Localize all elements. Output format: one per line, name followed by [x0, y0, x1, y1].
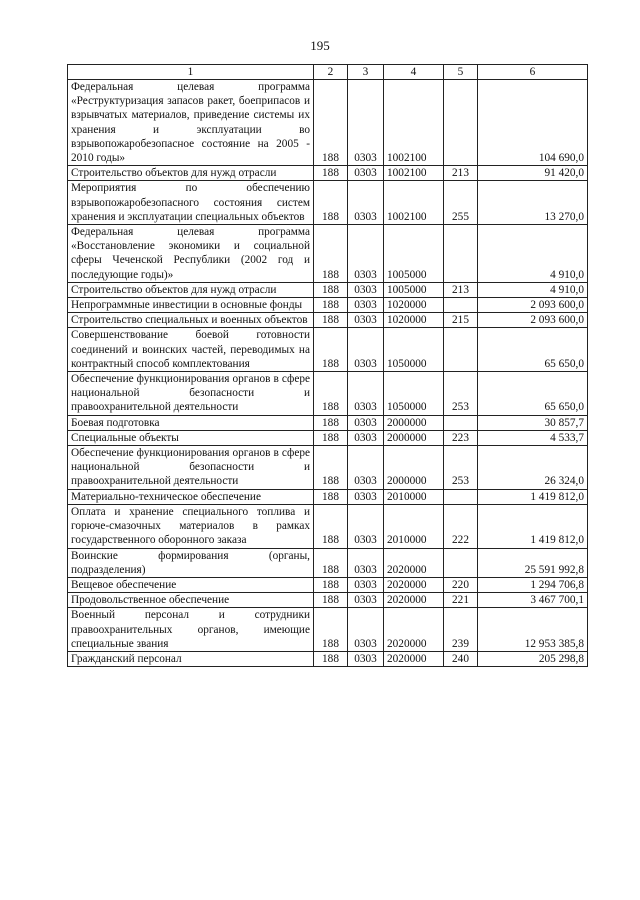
section-code-cell: 0303 [348, 548, 384, 577]
section-code-cell: 0303 [348, 608, 384, 652]
ministry-code-cell: 188 [314, 608, 348, 652]
target-article-cell: 1002100 [384, 181, 444, 225]
expense-type-cell: 220 [444, 577, 478, 592]
expense-type-cell [444, 548, 478, 577]
section-code-cell: 0303 [348, 577, 384, 592]
amount-cell: 65 650,0 [478, 328, 588, 372]
item-name-cell: Оплата и хранение специального топлива и горюче-смазочных материалов в рамках государственного оборонного заказа [68, 504, 314, 548]
item-name-cell: Строительство объектов для нужд отрасли [68, 282, 314, 297]
ministry-code-cell: 188 [314, 166, 348, 181]
ministry-code-cell: 188 [314, 372, 348, 416]
amount-cell: 65 650,0 [478, 372, 588, 416]
expense-type-cell [444, 225, 478, 283]
table-row [68, 181, 588, 225]
table-body [68, 80, 588, 667]
expense-type-cell: 215 [444, 313, 478, 328]
item-name-cell: Обеспечение функционирования органов в сфере национальной безопасности и правоохранительной деятельности [68, 446, 314, 490]
expense-type-cell: 239 [444, 608, 478, 652]
column-header-5: 5 [444, 65, 478, 80]
ministry-code-cell: 188 [314, 225, 348, 283]
section-code-cell: 0303 [348, 298, 384, 313]
target-article-cell: 1050000 [384, 328, 444, 372]
amount-cell: 12 953 385,8 [478, 608, 588, 652]
table-header-row [68, 65, 588, 80]
amount-cell: 91 420,0 [478, 166, 588, 181]
target-article-cell: 2020000 [384, 548, 444, 577]
item-name-cell: Продовольственное обеспечение [68, 593, 314, 608]
table-row [68, 430, 588, 445]
item-name-cell: Военный персонал и сотрудники правоохранительных органов, имеющие специальные звания [68, 608, 314, 652]
ministry-code-cell: 188 [314, 504, 348, 548]
target-article-cell: 2020000 [384, 593, 444, 608]
item-name-cell: Строительство специальных и военных объектов [68, 313, 314, 328]
item-name-cell: Вещевое обеспечение [68, 577, 314, 592]
ministry-code-cell: 188 [314, 577, 348, 592]
table-row [68, 298, 588, 313]
expense-type-cell [444, 80, 478, 166]
table-row [68, 593, 588, 608]
amount-cell: 4 910,0 [478, 225, 588, 283]
item-name-cell: Совершенствование боевой готовности соединений и воинских частей, переводимых на контрактный способ комплектования [68, 328, 314, 372]
ministry-code-cell: 188 [314, 80, 348, 166]
ministry-code-cell: 188 [314, 328, 348, 372]
amount-cell: 1 294 706,8 [478, 577, 588, 592]
item-name-cell: Непрограммные инвестиции в основные фонды [68, 298, 314, 313]
item-name-cell: Гражданский персонал [68, 651, 314, 666]
table-row [68, 166, 588, 181]
expense-type-cell: 240 [444, 651, 478, 666]
section-code-cell: 0303 [348, 328, 384, 372]
expense-type-cell [444, 415, 478, 430]
amount-cell: 4 533,7 [478, 430, 588, 445]
amount-cell: 104 690,0 [478, 80, 588, 166]
expense-type-cell: 221 [444, 593, 478, 608]
column-header-4: 4 [384, 65, 444, 80]
target-article-cell: 1002100 [384, 80, 444, 166]
amount-cell: 205 298,8 [478, 651, 588, 666]
section-code-cell: 0303 [348, 225, 384, 283]
item-name-cell: Федеральная целевая программа «Восстановление экономики и социальной сферы Чеченской Республики (2002 год и последующие годы)» [68, 225, 314, 283]
target-article-cell: 2020000 [384, 651, 444, 666]
ministry-code-cell: 188 [314, 298, 348, 313]
amount-cell: 30 857,7 [478, 415, 588, 430]
section-code-cell: 0303 [348, 651, 384, 666]
ministry-code-cell: 188 [314, 489, 348, 504]
table-row [68, 548, 588, 577]
section-code-cell: 0303 [348, 372, 384, 416]
section-code-cell: 0303 [348, 313, 384, 328]
target-article-cell: 2000000 [384, 446, 444, 490]
amount-cell: 26 324,0 [478, 446, 588, 490]
section-code-cell: 0303 [348, 504, 384, 548]
item-name-cell: Боевая подготовка [68, 415, 314, 430]
column-header-2: 2 [314, 65, 348, 80]
item-name-cell: Материально-техническое обеспечение [68, 489, 314, 504]
ministry-code-cell: 188 [314, 446, 348, 490]
ministry-code-cell: 188 [314, 651, 348, 666]
column-header-6: 6 [478, 65, 588, 80]
amount-cell: 13 270,0 [478, 181, 588, 225]
section-code-cell: 0303 [348, 166, 384, 181]
table-row [68, 489, 588, 504]
table-row [68, 80, 588, 166]
target-article-cell: 2000000 [384, 430, 444, 445]
ministry-code-cell: 188 [314, 415, 348, 430]
amount-cell: 1 419 812,0 [478, 504, 588, 548]
expense-type-cell: 223 [444, 430, 478, 445]
target-article-cell: 2000000 [384, 415, 444, 430]
ministry-code-cell: 188 [314, 313, 348, 328]
expense-type-cell: 213 [444, 282, 478, 297]
item-name-cell: Воинские формирования (органы, подразделения) [68, 548, 314, 577]
budget-table [67, 64, 588, 667]
table-row [68, 225, 588, 283]
item-name-cell: Мероприятия по обеспечению взрывопожаробезопасного состояния систем хранения и эксплуатации специальных объектов [68, 181, 314, 225]
expense-type-cell: 253 [444, 372, 478, 416]
table-row [68, 577, 588, 592]
target-article-cell: 2020000 [384, 608, 444, 652]
target-article-cell: 1005000 [384, 225, 444, 283]
target-article-cell: 1005000 [384, 282, 444, 297]
section-code-cell: 0303 [348, 489, 384, 504]
target-article-cell: 1020000 [384, 313, 444, 328]
table-row [68, 372, 588, 416]
expense-type-cell [444, 298, 478, 313]
expense-type-cell [444, 328, 478, 372]
section-code-cell: 0303 [348, 181, 384, 225]
item-name-cell: Обеспечение функционирования органов в сфере национальной безопасности и правоохранительной деятельности [68, 372, 314, 416]
expense-type-cell: 253 [444, 446, 478, 490]
section-code-cell: 0303 [348, 80, 384, 166]
table-row [68, 282, 588, 297]
section-code-cell: 0303 [348, 430, 384, 445]
target-article-cell: 2020000 [384, 577, 444, 592]
item-name-cell: Федеральная целевая программа «Реструктуризация запасов ракет, боеприпасов и взрывчатых материалов, приведение системы их хранения и эксплуатации во взрывопожаробезопасное состояние на 2005 - 2010 годы» [68, 80, 314, 166]
section-code-cell: 0303 [348, 415, 384, 430]
expense-type-cell: 255 [444, 181, 478, 225]
target-article-cell: 1050000 [384, 372, 444, 416]
target-article-cell: 2010000 [384, 489, 444, 504]
section-code-cell: 0303 [348, 446, 384, 490]
item-name-cell: Строительство объектов для нужд отрасли [68, 166, 314, 181]
column-header-3: 3 [348, 65, 384, 80]
table-row [68, 313, 588, 328]
table-row [68, 504, 588, 548]
table-row [68, 608, 588, 652]
amount-cell: 2 093 600,0 [478, 313, 588, 328]
section-code-cell: 0303 [348, 282, 384, 297]
ministry-code-cell: 188 [314, 181, 348, 225]
target-article-cell: 2010000 [384, 504, 444, 548]
item-name-cell: Специальные объекты [68, 430, 314, 445]
table-row [68, 651, 588, 666]
amount-cell: 4 910,0 [478, 282, 588, 297]
amount-cell: 25 591 992,8 [478, 548, 588, 577]
ministry-code-cell: 188 [314, 282, 348, 297]
page-number: 195 [310, 38, 330, 53]
amount-cell: 2 093 600,0 [478, 298, 588, 313]
table-row [68, 415, 588, 430]
ministry-code-cell: 188 [314, 548, 348, 577]
expense-type-cell: 222 [444, 504, 478, 548]
table-row [68, 446, 588, 490]
expense-type-cell: 213 [444, 166, 478, 181]
target-article-cell: 1020000 [384, 298, 444, 313]
section-code-cell: 0303 [348, 593, 384, 608]
ministry-code-cell: 188 [314, 593, 348, 608]
column-header-1: 1 [68, 65, 314, 80]
expense-type-cell [444, 489, 478, 504]
amount-cell: 1 419 812,0 [478, 489, 588, 504]
table-row [68, 328, 588, 372]
amount-cell: 3 467 700,1 [478, 593, 588, 608]
ministry-code-cell: 188 [314, 430, 348, 445]
target-article-cell: 1002100 [384, 166, 444, 181]
